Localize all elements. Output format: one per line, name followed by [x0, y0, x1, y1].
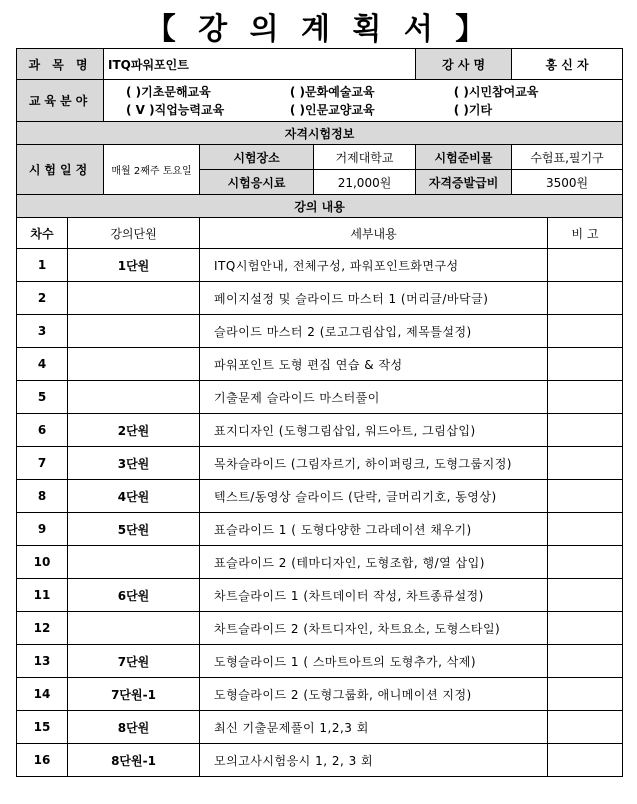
field-option[interactable]: ( )기초문해교육	[126, 84, 211, 99]
cert-fee-label: 자격증발급비	[416, 170, 512, 195]
table-row	[17, 348, 623, 381]
row-unit	[68, 612, 200, 645]
row-no: 2	[17, 282, 68, 315]
row-note	[548, 744, 623, 777]
row-unit	[68, 282, 200, 315]
row-note	[548, 348, 623, 381]
table-row	[17, 480, 623, 513]
field-option[interactable]: ( )문화예술교육	[289, 84, 375, 99]
row-no: 10	[17, 546, 68, 579]
row-no: 6	[17, 414, 68, 447]
row-note	[548, 645, 623, 678]
table-row	[17, 546, 623, 579]
row-no: 11	[17, 579, 68, 612]
row-detail: 슬라이드 마스터 2 (로고그림삽입, 제목틀설정)	[200, 315, 548, 348]
row-detail: 목차슬라이드 (그림자르기, 하이퍼링크, 도형그룹지정)	[200, 447, 548, 480]
table-row	[17, 249, 623, 282]
content-section-row	[17, 195, 623, 218]
field-label: 교육분야	[17, 80, 104, 122]
row-no: 4	[17, 348, 68, 381]
row-detail: 텍스트/동영상 슬라이드 (단락, 글머리기호, 동영상)	[200, 480, 548, 513]
row-note	[548, 315, 623, 348]
exam-fee-label: 시험응시료	[200, 170, 314, 195]
row-detail: 파워포인트 도형 편집 연습 & 작성	[200, 348, 548, 381]
row-detail: 도형슬라이드 1 ( 스마트아트의 도형추가, 삭제)	[200, 645, 548, 678]
col-header-no: 차수	[17, 218, 68, 249]
table-row	[17, 645, 623, 678]
row-note	[548, 282, 623, 315]
row-note	[548, 249, 623, 282]
row-unit: 4단원	[68, 480, 200, 513]
exam-fee-value: 21,000원	[314, 170, 416, 195]
row-no: 7	[17, 447, 68, 480]
exam-prep-value: 수험표,필기구	[512, 145, 623, 170]
row-unit: 7단원	[68, 645, 200, 678]
exam-place-value: 거제대학교	[314, 145, 416, 170]
row-detail: 페이지설정 및 슬라이드 마스터 1 (머리글/바닥글)	[200, 282, 548, 315]
table-row	[17, 612, 623, 645]
field-options	[104, 80, 623, 122]
field-option[interactable]: ( )인문교양교육	[289, 102, 375, 117]
row-no: 16	[17, 744, 68, 777]
instructor-label: 강 사 명	[416, 49, 512, 80]
row-note	[548, 546, 623, 579]
subject-value: ITQ파워포인트	[104, 49, 416, 80]
row-unit: 7단원-1	[68, 678, 200, 711]
cert-fee-value: 3500원	[512, 170, 623, 195]
row-no: 3	[17, 315, 68, 348]
row-note	[548, 711, 623, 744]
table-row	[17, 282, 623, 315]
table-row	[17, 381, 623, 414]
row-note	[548, 480, 623, 513]
exam-date-label: 시험일정	[17, 145, 104, 195]
row-unit: 8단원-1	[68, 744, 200, 777]
row-no: 9	[17, 513, 68, 546]
field-option[interactable]: ( )기타	[453, 102, 493, 117]
row-detail: 모의고사시험응시 1, 2, 3 회	[200, 744, 548, 777]
row-note	[548, 678, 623, 711]
row-detail: 표지디자인 (도형그림삽입, 워드아트, 그림삽입)	[200, 414, 548, 447]
field-row	[17, 80, 623, 122]
row-no: 1	[17, 249, 68, 282]
table-row	[17, 579, 623, 612]
row-unit	[68, 315, 200, 348]
row-unit	[68, 348, 200, 381]
row-detail: 기출문제 슬라이드 마스터풀이	[200, 381, 548, 414]
cert-section-title: 자격시험정보	[17, 122, 623, 145]
row-unit: 1단원	[68, 249, 200, 282]
content-header-row	[17, 218, 623, 249]
row-no: 8	[17, 480, 68, 513]
page-title: 【 강 의 계 획 서 】	[145, 12, 492, 47]
content-section-title: 강의 내용	[17, 195, 623, 218]
row-unit: 5단원	[68, 513, 200, 546]
instructor-value: 홍 신 자	[512, 49, 623, 80]
row-no: 12	[17, 612, 68, 645]
table-row	[17, 744, 623, 777]
row-detail: 표슬라이드 2 (테마디자인, 도형조합, 행/열 삽입)	[200, 546, 548, 579]
row-note	[548, 381, 623, 414]
table-row	[17, 678, 623, 711]
subject-row	[17, 49, 623, 80]
subject-label: 과 목 명	[17, 49, 104, 80]
col-header-unit: 강의단원	[68, 218, 200, 249]
row-unit: 8단원	[68, 711, 200, 744]
row-detail: ITQ시험안내, 전체구성, 파워포인트화면구성	[200, 249, 548, 282]
field-option[interactable]: ( V )직업능력교육	[126, 102, 225, 117]
col-header-note: 비 고	[548, 218, 623, 249]
row-detail: 표슬라이드 1 ( 도형다양한 그라데이션 채우기)	[200, 513, 548, 546]
row-no: 14	[17, 678, 68, 711]
exam-row-1	[17, 145, 623, 170]
row-note	[548, 414, 623, 447]
row-detail: 차트슬라이드 2 (차트디자인, 차트요소, 도형스타일)	[200, 612, 548, 645]
table-row	[17, 414, 623, 447]
row-no: 15	[17, 711, 68, 744]
row-unit	[68, 546, 200, 579]
col-header-detail: 세부내용	[200, 218, 548, 249]
row-note	[548, 513, 623, 546]
table-row	[17, 711, 623, 744]
content-rows	[17, 249, 623, 777]
row-note	[548, 579, 623, 612]
row-unit: 6단원	[68, 579, 200, 612]
row-note	[548, 447, 623, 480]
row-unit: 3단원	[68, 447, 200, 480]
row-detail: 최신 기출문제풀이 1,2,3 회	[200, 711, 548, 744]
row-detail: 도형슬라이드 2 (도형그룹화, 애니메이션 지정)	[200, 678, 548, 711]
table-row	[17, 513, 623, 546]
lecture-plan-table	[16, 48, 623, 777]
row-detail: 차트슬라이드 1 (차트데이터 작성, 차트종류설정)	[200, 579, 548, 612]
cert-section-row	[17, 122, 623, 145]
table-row	[17, 315, 623, 348]
table-row	[17, 447, 623, 480]
exam-place-label: 시험장소	[200, 145, 314, 170]
row-no: 5	[17, 381, 68, 414]
exam-date-value: 매월 2째주 토요일	[104, 145, 200, 195]
row-unit	[68, 381, 200, 414]
row-no: 13	[17, 645, 68, 678]
exam-prep-label: 시험준비물	[416, 145, 512, 170]
row-unit: 2단원	[68, 414, 200, 447]
field-option[interactable]: ( )시민참여교육	[453, 84, 539, 99]
row-note	[548, 612, 623, 645]
